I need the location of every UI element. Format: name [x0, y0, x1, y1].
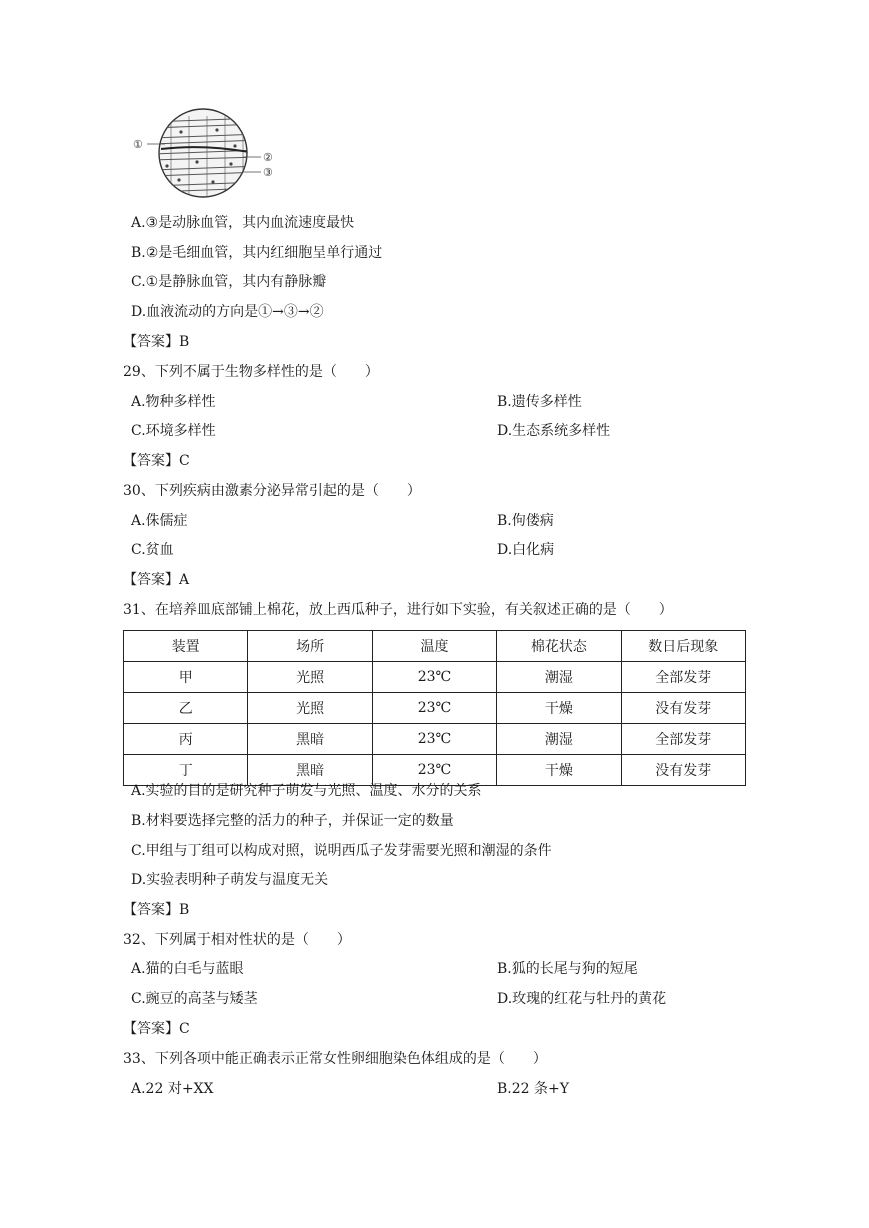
q30-option-b: B.佝偻病 — [497, 513, 554, 529]
q30-option-a: A.侏儒症 — [131, 513, 188, 529]
q32-option-d: D.玫瑰的红花与牡丹的黄花 — [497, 991, 667, 1007]
q31-option-c: C.甲组与丁组可以构成对照，说明西瓜子发芽需要光照和潮湿的条件 — [131, 843, 552, 859]
q29-option-c: C.环境多样性 — [131, 423, 216, 439]
table-header: 数日后现象 — [621, 631, 745, 662]
microscope-view-image — [131, 104, 281, 202]
q30-answer: 【答案】A — [123, 572, 190, 588]
q31-stem: 31、在培养皿底部铺上棉花，放上西瓜种子，进行如下实验，有关叙述正确的是（ ） — [123, 602, 673, 618]
q28-option-c: C.①是静脉血管，其内有静脉瓣 — [131, 274, 327, 290]
figure-label-1: ① — [133, 138, 143, 151]
table-header: 场所 — [248, 631, 372, 662]
figure-label-2: ② — [263, 151, 273, 164]
table-cell: 23℃ — [372, 724, 496, 755]
table-cell: 干燥 — [497, 755, 621, 786]
q28-option-d: D.血液流动的方向是①→③→② — [131, 304, 324, 320]
table-row — [124, 662, 746, 693]
table-cell: 甲 — [124, 662, 248, 693]
q30-option-c: C.贫血 — [131, 542, 174, 558]
table-row — [124, 724, 746, 755]
q28-option-b: B.②是毛细血管，其内红细胞呈单行通过 — [131, 245, 383, 261]
table-cell: 黑暗 — [248, 724, 372, 755]
table-cell: 23℃ — [372, 662, 496, 693]
q31-option-a: A.实验的目的是研究种子萌发与光照、温度、水分的关系 — [131, 783, 482, 799]
table-cell: 丁 — [124, 755, 248, 786]
experiment-table — [123, 630, 746, 786]
q29-option-d: D.生态系统多样性 — [497, 423, 611, 439]
q28-option-a: A.③是动脉血管，其内血流速度最快 — [131, 215, 355, 231]
q31-option-b: B.材料要选择完整的活力的种子，并保证一定的数量 — [131, 813, 454, 829]
table-cell: 光照 — [248, 693, 372, 724]
q29-option-a: A.物种多样性 — [131, 394, 216, 410]
table-cell: 23℃ — [372, 755, 496, 786]
table-cell: 全部发芽 — [621, 724, 745, 755]
q33-stem: 33、下列各项中能正确表示正常女性卵细胞染色体组成的是（ ） — [123, 1051, 547, 1067]
figure-label-3: ③ — [263, 166, 273, 179]
blood-vessel-figure — [131, 104, 281, 202]
table-cell: 丙 — [124, 724, 248, 755]
table-cell: 黑暗 — [248, 755, 372, 786]
q29-option-b: B.遗传多样性 — [497, 394, 582, 410]
table-header: 装置 — [124, 631, 248, 662]
table-cell: 潮湿 — [497, 724, 621, 755]
table-cell: 干燥 — [497, 693, 621, 724]
table-cell: 全部发芽 — [621, 662, 745, 693]
table-header: 温度 — [372, 631, 496, 662]
q29-stem: 29、下列不属于生物多样性的是（ ） — [123, 364, 379, 380]
table-cell: 潮湿 — [497, 662, 621, 693]
table-header: 棉花状态 — [497, 631, 621, 662]
table-header-row — [124, 631, 746, 662]
table-cell: 没有发芽 — [621, 693, 745, 724]
q32-stem: 32、下列属于相对性状的是（ ） — [123, 932, 351, 948]
q28-answer: 【答案】B — [123, 334, 190, 350]
table-cell: 23℃ — [372, 693, 496, 724]
q32-option-c: C.豌豆的高茎与矮茎 — [131, 991, 258, 1007]
table-cell: 光照 — [248, 662, 372, 693]
q32-option-a: A.猫的白毛与蓝眼 — [131, 961, 244, 977]
q29-answer: 【答案】C — [123, 453, 190, 469]
q31-answer: 【答案】B — [123, 902, 190, 918]
table-cell: 乙 — [124, 693, 248, 724]
q33-option-a: A.22 对+XX — [131, 1081, 214, 1097]
q32-option-b: B.狐的长尾与狗的短尾 — [497, 961, 638, 977]
q33-option-b: B.22 条+Y — [497, 1081, 569, 1097]
q32-answer: 【答案】C — [123, 1021, 190, 1037]
q31-option-d: D.实验表明种子萌发与温度无关 — [131, 872, 329, 888]
table-row — [124, 693, 746, 724]
q30-option-d: D.白化病 — [497, 542, 555, 558]
table-cell: 没有发芽 — [621, 755, 745, 786]
q30-stem: 30、下列疾病由激素分泌异常引起的是（ ） — [123, 483, 421, 499]
